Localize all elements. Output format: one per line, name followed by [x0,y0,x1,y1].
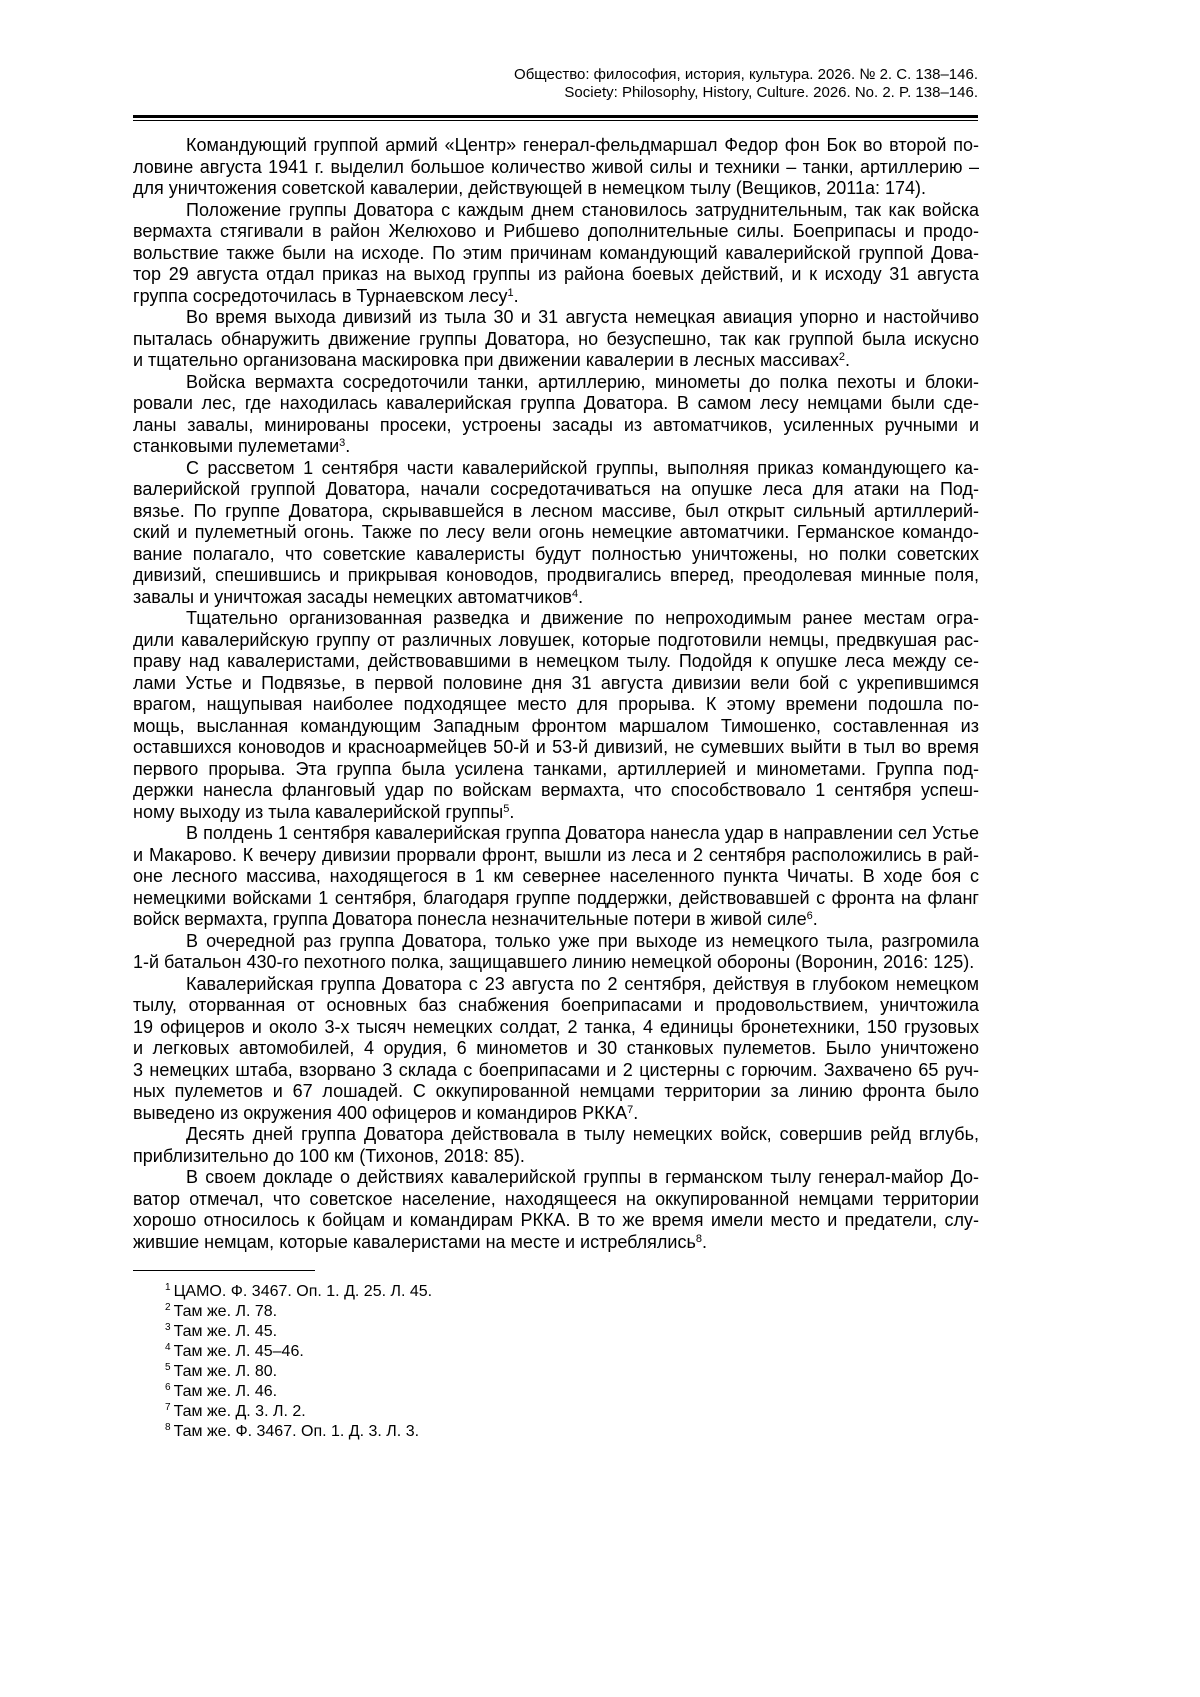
text-line [133,350,979,372]
text-line: и Макарово. К вечеру дивизии прорвали фронт, вышли из леса и 2 сентября расположились в рай- [133,844,979,865]
text-line: вермахта стягивали в район Желюхово и Рибшево дополнительные силы. Боеприпасы и продо- [133,221,979,241]
text-line: 1-й батальон 430-го пехотного полка, защищавшего линию немецкой обороны (Воронин, 2016: 125). [133,952,975,972]
text-line: В своем докладе о действиях кавалерийской группы в германском тылу генерал-майор До- [186,1167,979,1187]
paragraph [133,823,979,931]
text-segment: . [345,436,351,456]
text-line: тор 29 августа отдал приказ на выход группы из района боевых действий, и к исходу 31 августа [133,264,979,284]
footnote-text: Там же. Д. 3. Л. 2. [173,1403,306,1420]
footnote-ref: 2 [838,351,845,363]
text-line: Во время выхода дивизий из тыла 30 и 31 августа немецкая авиация упорно и настойчиво [186,307,979,327]
footnote [165,1382,432,1402]
text-line: приблизительно до 100 км (Тихонов, 2018: 85). [133,1145,525,1166]
text-line: Десять дней группа Доватора действовала в тылу немецких войск, совершив рейд вглубь, [186,1124,979,1144]
footnote-text: Там же. Л. 80. [173,1363,278,1380]
text-line: для уничтожения советской кавалерии, действующей в немецком тылу (Вещиков, 2011a: 174). [133,178,927,198]
text-line: первого прорыва. Эта группа была усилена танками, артиллерией и минометами. Группа под- [133,758,979,779]
text-segment: . [513,285,519,306]
text-segment: . [702,1231,708,1252]
journal-citation-ru: Общество: философия, история, культура. 2026. № 2. С. 138–146. [514,66,978,83]
text-line: Командующий группой армий «Центр» генерал-фельдмаршал Федор фон Бок во второй по- [186,135,979,155]
header-rule-thick [133,115,978,118]
paragraph [133,608,979,823]
footnote [165,1282,432,1302]
text-line: врагом, нащупывая наиболее подходящее место для прорыва. К этому времени подошла по- [133,694,979,714]
running-header [514,66,978,102]
text-line [133,1232,979,1254]
footnote-text: Там же. Ф. 3467. Оп. 1. Д. 3. Л. 3. [173,1423,420,1440]
footnote [165,1302,432,1322]
text-line: пыталась обнаружить движение группы Доватора, но безуспешно, так как группой была искусно [133,328,979,349]
footnote-text: Там же. Л. 45–46. [173,1343,304,1360]
text-segment: и тщательно организована маскировка при движении кавалерии в лесных массивах [133,350,839,370]
footnote-ref: 6 [806,910,813,922]
paragraph [133,1167,979,1253]
text-line: держки нанесла фланговый удар по войскам вермахта, что способствовало 1 сентября успеш- [133,780,979,800]
footnote-text: Там же. Л. 46. [173,1383,278,1400]
paragraph [133,931,979,974]
text-line: хорошо относилось к бойцам и командирам РККА. В то же время имели место и предатели, слу- [133,1210,979,1230]
text-line: Тщательно организованная разведка и движение по непроходимым ранее местам огра- [186,608,979,628]
text-segment: . [845,350,851,370]
text-line: 3 немецких штаба, взорвано 3 склада с боеприпасами и 2 цистерны с горючим. Захвачено 65 руч- [133,1059,979,1080]
paragraph [133,372,979,458]
text-line: и легковых автомобилей, 4 орудия, 6 минометов и 30 станковых пулеметов. Было уничтожено [133,1038,979,1058]
text-line: ных пулеметов и 67 лошадей. С оккупированной немцами территории за линию фронта было [133,1081,979,1101]
text-line [133,802,979,824]
footnote [165,1342,432,1362]
text-line [133,909,979,931]
text-line: вание полагало, что советские кавалеристы будут полностью уничтожены, но полки советских [133,543,979,564]
footnote-ref: 3 [339,437,346,449]
text-line: дили кавалерийскую группу от различных ловушек, которые подготовили немцы, предвкушая рас- [133,629,979,650]
footnote [165,1402,432,1422]
text-line [133,587,979,609]
footnote-ref: 4 [572,587,579,600]
text-line: С рассветом 1 сентября части кавалерийской группы, выполняя приказ командующего ка- [186,457,979,478]
text-line [133,286,979,308]
text-line: мощь, высланная командующим Западным фронтом маршалом Тимошенко, составленная из [133,715,979,736]
footnote-ref: 7 [627,1103,634,1116]
text-line: ловине августа 1941 г. выделил большое количество живой силы и техники – танки, артиллерию – [133,156,979,177]
text-line: лами Устье и Подвязье, в первой половине дня 31 августа дивизии вели бой с укрепившимся [133,672,979,693]
article-body [133,135,979,1253]
text-line: вязье. По группе Доватора, скрывавшейся в лесном массиве, был открыт сильный артиллерий- [133,500,979,521]
footnote-mark: 4 [165,1342,171,1353]
text-line [133,436,979,458]
text-line: оне лесного массива, находящегося в 1 км севернее населенного пункта Чичаты. В ходе боя с [133,866,979,886]
text-line: ватор отмечал, что советское население, находящееся на оккупированной немцами территории [133,1188,979,1209]
text-line [133,1103,979,1125]
text-line: Положение группы Доватора с каждым днем становилось затруднительным, так как войска [186,199,979,220]
text-line: праву над кавалеристами, действовавшими в немецком тылу. Подойдя к опушке леса между се- [133,651,979,671]
text-segment: . [509,801,515,822]
footnote-ref: 5 [503,802,510,815]
footnote-text: ЦАМО. Ф. 3467. Оп. 1. Д. 25. Л. 45. [173,1283,433,1300]
footnote-mark: 3 [165,1322,171,1333]
text-line: ровали лес, где находилась кавалерийская группа Доватора. В самом лесу немцами были сде- [133,393,979,413]
journal-citation-en: Society: Philosophy, History, Culture. 2026. No. 2. P. 138–146. [564,84,978,101]
text-segment: войск вермахта, группа Доватора понесла незначительные потери в живой силе [133,909,807,929]
text-line: дивизий, спешившись и прикрывая коноводов, продвигались вперед, преодолевая минные поля, [133,565,979,585]
footnote-ref: 1 [507,286,514,299]
footnote-mark: 6 [165,1382,171,1393]
footnote-mark: 5 [165,1362,171,1373]
text-segment: . [578,586,584,607]
footnote-mark: 2 [165,1302,171,1313]
text-line: оставшихся коноводов и красноармейцев 50-й и 53-й дивизий, не сумевших выйти в тыл во время [133,737,979,757]
footnote-mark: 1 [165,1282,171,1293]
text-line: ланы завалы, минированы просеки, устроены засады из автоматчиков, усиленных ручными и [133,414,979,435]
footnote-ref: 8 [695,1232,702,1245]
paragraph [133,1124,979,1167]
text-segment: . [812,909,818,929]
text-line: вольствие также были на исходе. По этим причинам командующий кавалерийской группой Дова- [133,242,979,263]
text-line: В очередной раз группа Доватора, только уже при выходе из немецкого тыла, разгромила [186,930,979,951]
text-segment: группа сосредоточилась в Турнаевском лесу [133,285,508,306]
text-line: Войска вермахта сосредоточили танки, артиллерию, минометы до полка пехоты и блоки- [186,371,979,392]
text-segment: выведено из окружения 400 офицеров и командиров РККА [133,1102,628,1123]
text-segment: ному выходу из тыла кавалерийской группы [133,801,504,822]
paragraph [133,200,979,308]
paragraph [133,974,979,1125]
text-segment: станковыми пулеметами [133,436,340,456]
text-line: Кавалерийская группа Доватора с 23 августа по 2 сентября, действуя в глубоком немецком [186,973,979,994]
text-segment: жившие немцам, которые кавалеристами на месте и истреблялись [133,1231,696,1252]
footnote-text: Там же. Л. 45. [173,1323,278,1340]
footnote [165,1362,432,1382]
paragraph [133,458,979,609]
text-segment: завалы и уничтожая засады немецких автоматчиков [133,586,572,607]
footnote-mark: 8 [165,1422,171,1433]
text-line: валерийской группой Доватора, начали сосредотачиваться на опушке леса для атаки на Под- [133,479,979,499]
footnote [165,1422,432,1442]
text-line: тылу, оторванная от основных баз снабжения боеприпасами и продовольствием, уничтожила [133,995,979,1015]
paragraph [133,135,979,200]
footnote-separator [133,1270,315,1271]
text-line: ский и пулеметный огонь. Также по лесу вели огонь немецкие автоматчики. Германское командо- [133,522,979,542]
footnote-mark: 7 [165,1402,171,1413]
header-rule-thin [133,120,978,121]
text-line: 19 офицеров и около 3-х тысяч немецких солдат, 2 танка, 4 единицы бронетехники, 150 грузовых [133,1016,979,1037]
text-segment: . [633,1102,639,1123]
text-line: В полдень 1 сентября кавалерийская группа Доватора нанесла удар в направлении сел Устье [186,823,979,843]
footnotes [165,1282,432,1442]
footnote [165,1322,432,1342]
text-line: немецкими войсками 1 сентября, благодаря группе поддержки, действовавшей с фронта на фланг [133,887,979,908]
footnote-text: Там же. Л. 78. [173,1303,278,1320]
paragraph [133,307,979,372]
